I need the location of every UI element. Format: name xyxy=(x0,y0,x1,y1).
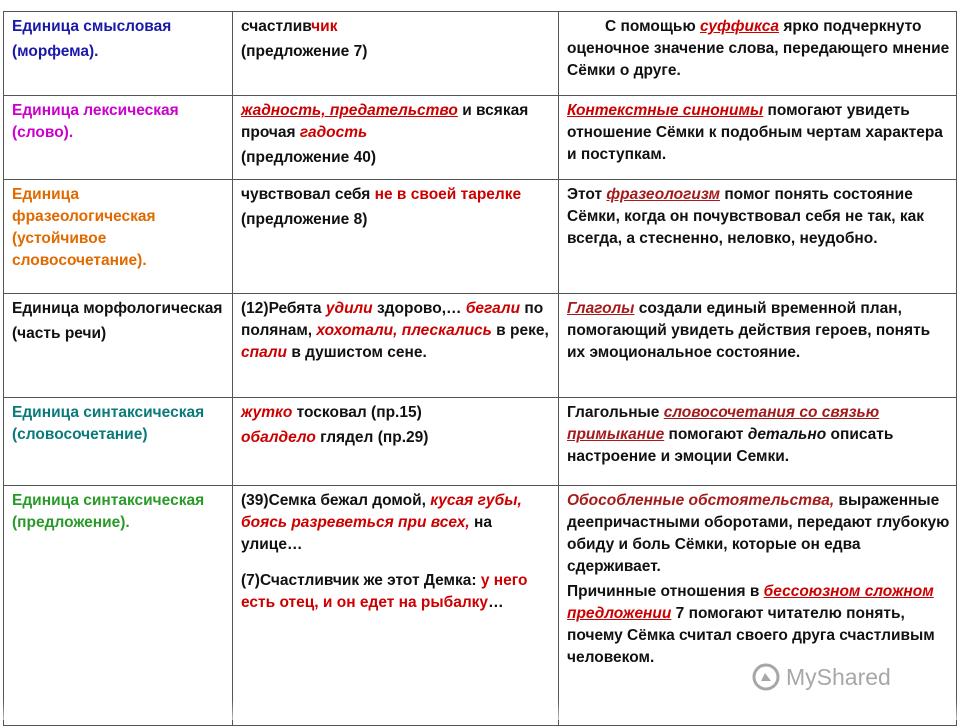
term-highlight: фразеологизм xyxy=(606,186,721,203)
table-row xyxy=(4,294,957,398)
explanation-cell xyxy=(559,12,957,96)
term-highlight: Контекстные синонимы xyxy=(567,102,764,119)
unit-label: Единица морфологическая xyxy=(12,300,223,317)
unit-cell xyxy=(4,96,233,180)
sentence-reference: (предложение 7) xyxy=(241,43,368,60)
explanation-italic: детально xyxy=(747,426,827,443)
example-text: здорово,… xyxy=(372,300,466,317)
highlight-verb: удили xyxy=(325,300,373,317)
explanation-text: Этот xyxy=(567,186,607,203)
explanation-text: 7 помогают читателю понять, почему Сёмка считал своего друга счастливым человеком. xyxy=(567,605,935,666)
example-text: (12)Ребята xyxy=(241,300,326,317)
unit-cell xyxy=(4,180,233,294)
explanation-text: создали единый временной план, помогающий увидеть действия героев, понять их эмоциональное состояние. xyxy=(567,300,931,361)
table-row xyxy=(4,486,957,726)
explanation-cell xyxy=(559,294,957,398)
explanation-text: помогают увидеть отношение Сёмки к подобным чертам характера и поступкам. xyxy=(567,102,943,163)
term-highlight: суффикса xyxy=(700,18,780,35)
example-cell xyxy=(233,96,559,180)
example-text: глядел (пр.29) xyxy=(315,429,429,446)
example-text: тосковал (пр.15) xyxy=(292,404,422,421)
highlight-verb: бегали xyxy=(465,300,521,317)
explanation-text: помог понять состояние Сёмки, когда он почувствовал себя не так, как всегда, а стесненно, неловко, неудобно. xyxy=(567,186,925,247)
explanation-text: ярко подчеркнуто оценочное значение слова, передающего мнение Сёмки о друге. xyxy=(567,18,950,79)
term-highlight: Обособленные обстоятельства, xyxy=(567,492,835,509)
example-cell xyxy=(233,486,559,726)
example-text: по полянам, xyxy=(241,300,544,339)
unit-label: Единица лексическая (слово). xyxy=(12,102,179,141)
highlight-phrase: у него есть отец, и он едет на рыбалку xyxy=(241,572,528,611)
highlight-word: обалдело xyxy=(241,429,316,446)
highlight-word: гадость xyxy=(299,124,368,141)
term-highlight: Глаголы xyxy=(567,300,635,317)
unit-label: Единица смысловая xyxy=(12,18,172,35)
explanation-text: С помощью xyxy=(605,18,701,35)
table-row xyxy=(4,12,957,96)
highlight-morpheme: чик xyxy=(311,18,338,35)
highlight-verb: спали xyxy=(241,344,288,361)
unit-label: Единица синтаксическая (словосочетание) xyxy=(12,404,205,443)
example-text: и всякая прочая xyxy=(241,102,529,141)
example-cell xyxy=(233,294,559,398)
unit-cell xyxy=(4,398,233,486)
unit-label: Единица фразеологическая (устойчивое словосочетание). xyxy=(12,186,156,269)
highlight-word: жадность, предательство xyxy=(241,102,458,119)
explanation-text: Глагольные xyxy=(567,404,664,421)
explanation-cell xyxy=(559,486,957,726)
example-text: … xyxy=(488,594,504,611)
example-cell xyxy=(233,12,559,96)
explanation-text: выраженные деепричастными оборотами, передают глубокую обиду и боль Сёмки, которые он едва сдерживает. xyxy=(567,492,950,575)
term-highlight: словосочетания со связью примыкание xyxy=(567,404,880,443)
highlight-phrase: не в своей тарелке xyxy=(374,186,522,203)
unit-cell xyxy=(4,294,233,398)
analysis-table xyxy=(3,11,957,726)
example-cell xyxy=(233,180,559,294)
highlight-word: жутко xyxy=(241,404,293,421)
unit-label: (морфема). xyxy=(12,43,99,60)
term-highlight: бессоюзном сложном предложении xyxy=(567,583,934,622)
table-row xyxy=(4,398,957,486)
sentence-reference: (предложение 40) xyxy=(241,149,376,166)
example-cell xyxy=(233,398,559,486)
unit-cell xyxy=(4,12,233,96)
example-text: (7)Счастливчик же этот Демка: xyxy=(241,572,481,589)
highlight-verb: хохотали, плескались xyxy=(316,322,492,339)
highlight-phrase: кусая губы, боясь разреветься при всех, xyxy=(241,492,522,531)
example-text: в реке, xyxy=(491,322,549,339)
explanation-cell xyxy=(559,180,957,294)
example-text: на улице… xyxy=(241,514,492,553)
unit-label: (часть речи) xyxy=(12,325,107,342)
unit-cell xyxy=(4,486,233,726)
example-text: чувствовал себя xyxy=(241,186,375,203)
unit-label: Единица синтаксическая (предложение). xyxy=(12,492,205,531)
example-text: в душистом сене. xyxy=(287,344,427,361)
table-row xyxy=(4,180,957,294)
explanation-text: Причинные отношения в xyxy=(567,583,764,600)
watermark-text: MyShared xyxy=(786,664,891,690)
explanation-text: описать настроение и эмоции Семки. xyxy=(567,426,894,465)
sentence-reference: (предложение 8) xyxy=(241,211,368,228)
explanation-cell xyxy=(559,96,957,180)
explanation-text: помогают xyxy=(664,426,748,443)
example-text: счастлив xyxy=(241,18,312,35)
table-row xyxy=(4,96,957,180)
explanation-cell xyxy=(559,398,957,486)
example-text: (39)Семка бежал домой, xyxy=(241,492,431,509)
